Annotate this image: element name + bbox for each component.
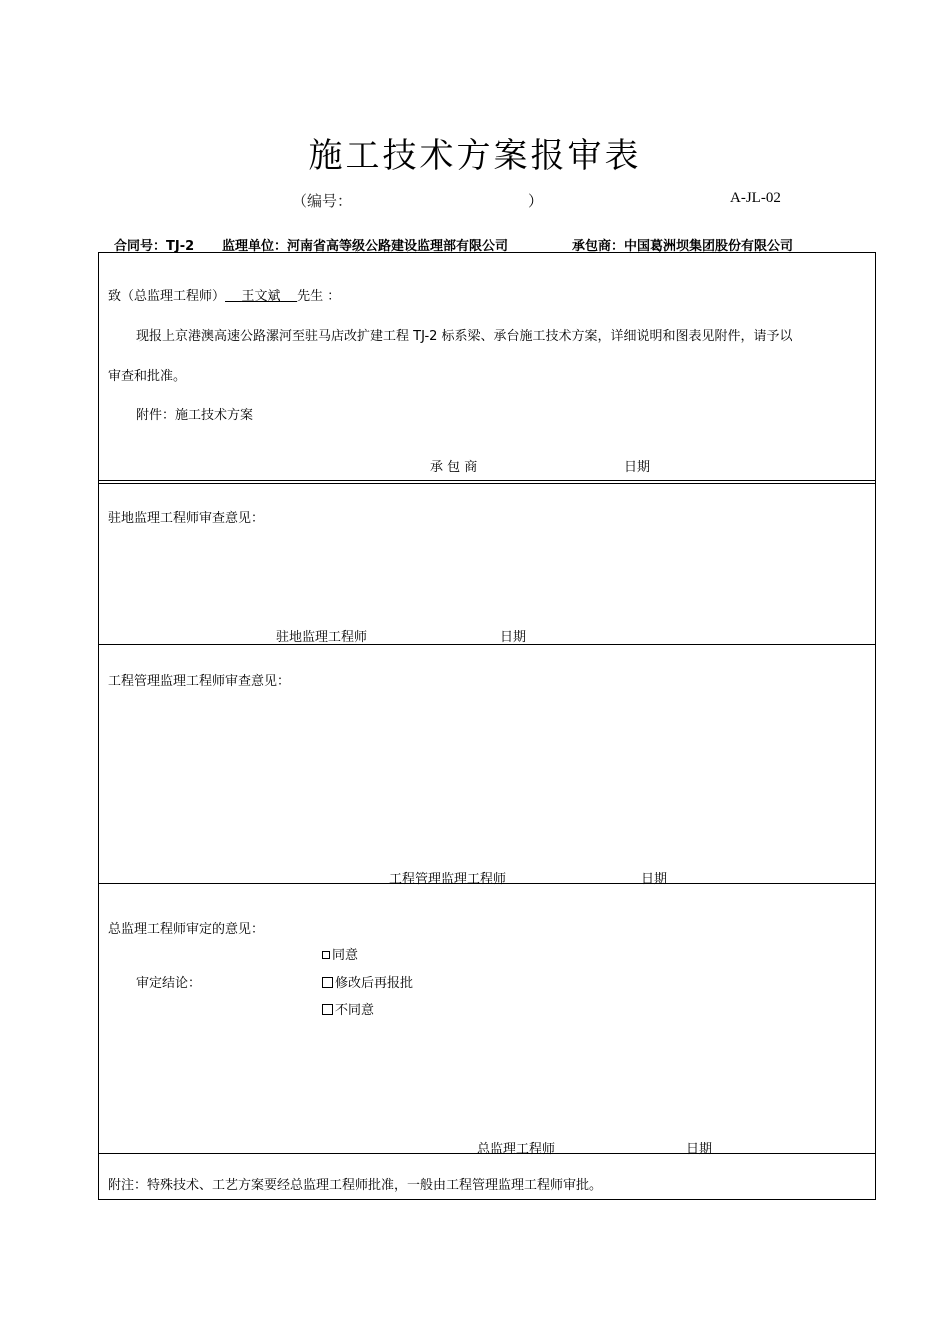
addressee-suffix: 先生 ： [297, 289, 341, 304]
contractor-name: 承包商：中国葛洲坝集团股份有限公司 [572, 239, 794, 254]
submission-text-line1: 现报上京港澳高速公路漯河至驻马店改扩建工程 TJ-2 标系梁、承台施工技术方案，详细说明和图表见附件，请予以 [136, 329, 793, 344]
supervisor-unit: 监理单位：河南省高等级公路建设监理部有限公司 [222, 239, 509, 254]
form-code: A-JL-02 [730, 190, 781, 206]
chief-engineer-name: 王文斌 [241, 289, 281, 304]
management-engineer-signature-label: 工程管理监理工程师 [389, 872, 507, 887]
checkbox-icon[interactable] [322, 951, 330, 959]
resident-engineer-date-label: 日期 [500, 630, 527, 645]
conclusion-label: 审定结论： [136, 976, 202, 991]
attachment-label: 附件：施工技术方案 [136, 408, 254, 423]
contract-number: 合同号：TJ-2 [114, 239, 195, 254]
divider [98, 480, 876, 481]
addressee-prefix: 致（总监理工程师） [108, 289, 226, 304]
management-engineer-date-label: 日期 [641, 872, 668, 887]
footnote: 附注：特殊技术、工艺方案要经总监理工程师批准，一般由工程管理监理工程师审批。 [108, 1178, 603, 1193]
addressee-line [108, 285, 340, 304]
serial-open: （编号： [292, 194, 353, 210]
option-agree[interactable]: 同意 [322, 944, 358, 963]
contractor-signature-label: 承 包 商 [430, 460, 478, 475]
option-disagree[interactable]: 不同意 [322, 999, 374, 1018]
contractor-date-label: 日期 [624, 460, 651, 475]
divider [98, 483, 876, 484]
chief-engineer-date-label: 日期 [686, 1142, 713, 1157]
chief-engineer-opinion-heading: 总监理工程师审定的意见： [108, 922, 265, 937]
checkbox-icon[interactable] [322, 977, 333, 988]
management-engineer-opinion-heading: 工程管理监理工程师审查意见： [108, 674, 291, 689]
resident-engineer-signature-label: 驻地监理工程师 [276, 630, 368, 645]
serial-close: ） [528, 194, 544, 210]
submission-text-line2: 审查和批准。 [108, 369, 187, 384]
divider [98, 644, 876, 645]
chief-engineer-signature-label: 总监理工程师 [477, 1142, 556, 1157]
option-revise-resubmit[interactable]: 修改后再报批 [322, 972, 413, 991]
document-title: 施工技术方案报审表 [308, 136, 642, 176]
checkbox-icon[interactable] [322, 1004, 333, 1015]
form-table [98, 252, 876, 1200]
resident-engineer-opinion-heading: 驻地监理工程师审查意见： [108, 511, 265, 526]
